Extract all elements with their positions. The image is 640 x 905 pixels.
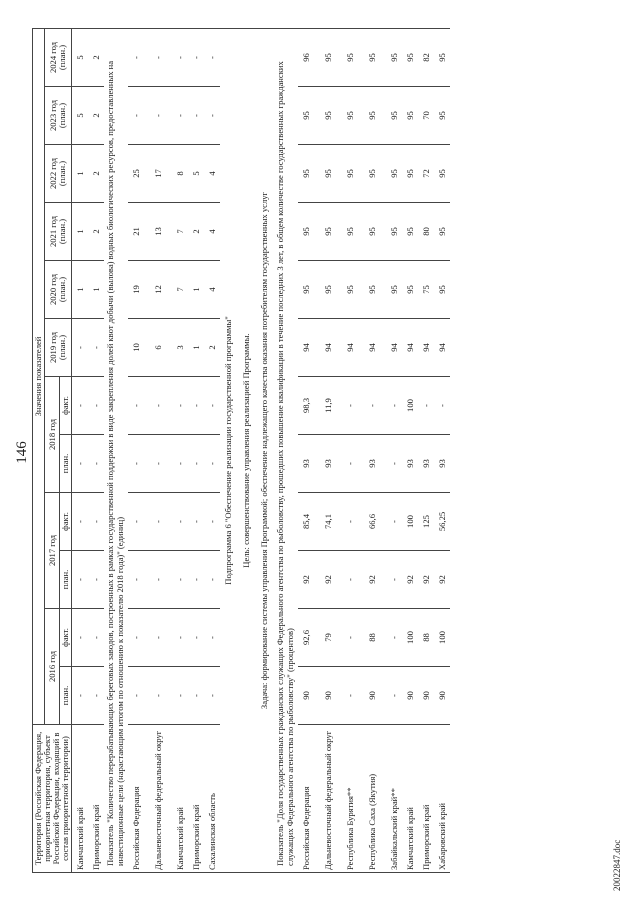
year-header: 2016 год — [45, 609, 60, 725]
table-cell: - — [72, 667, 89, 725]
table-cell: 95 — [386, 261, 402, 319]
table-cell: 92 — [402, 551, 418, 609]
table-cell: - — [128, 29, 144, 87]
section-row — [238, 29, 256, 873]
table-cell: 85,4 — [298, 493, 314, 551]
row-label: Камчатский край — [172, 725, 188, 873]
table-cell: 94 — [418, 319, 434, 377]
table-cell: - — [188, 29, 204, 87]
table-cell: 96 — [298, 29, 314, 87]
year-header: 2023 год (план.) — [45, 87, 72, 145]
table-cell: - — [172, 667, 188, 725]
table-cell: 7 — [172, 203, 188, 261]
task-text: Задача: формирование системы управления Программой; обеспечение надлежащего качества оказания потребителям государственных услуг — [256, 29, 274, 873]
table-cell: - — [72, 609, 89, 667]
table-cell: 92 — [298, 551, 314, 609]
table-cell: 56,25 — [434, 493, 450, 551]
table-cell: 6 — [144, 319, 172, 377]
table-cell: 5 — [188, 145, 204, 203]
table-cell: - — [188, 377, 204, 435]
table-cell: 95 — [298, 203, 314, 261]
table-cell: 92 — [418, 551, 434, 609]
table-cell: 92 — [358, 551, 386, 609]
table-cell: 95 — [358, 29, 386, 87]
table-cell: 95 — [342, 261, 358, 319]
table-cell: - — [204, 667, 220, 725]
table-cell: 93 — [314, 435, 342, 493]
table-cell: 7 — [172, 261, 188, 319]
row-label: Приморский край — [188, 725, 204, 873]
table-cell: - — [144, 377, 172, 435]
table-cell: 2 — [204, 319, 220, 377]
table-cell: 95 — [358, 145, 386, 203]
fact-header: факт. — [60, 377, 72, 435]
table-cell: 95 — [386, 145, 402, 203]
table-cell: - — [144, 87, 172, 145]
table-cell: - — [128, 435, 144, 493]
table-cell: - — [434, 377, 450, 435]
table-cell: 1 — [88, 261, 104, 319]
table-cell: 4 — [204, 145, 220, 203]
row-label: Сахалинская область — [204, 725, 220, 873]
table-cell: - — [358, 377, 386, 435]
plan-header: план. — [60, 667, 72, 725]
table-cell: 13 — [144, 203, 172, 261]
table-cell: 95 — [314, 261, 342, 319]
table-cell: 2 — [88, 145, 104, 203]
table-cell: - — [204, 377, 220, 435]
table-cell: 79 — [314, 609, 342, 667]
table-cell: 100 — [402, 493, 418, 551]
table-cell: 94 — [314, 319, 342, 377]
table-cell: 98,3 — [298, 377, 314, 435]
table-cell: - — [342, 435, 358, 493]
table-cell: 95 — [386, 87, 402, 145]
table-cell: 94 — [386, 319, 402, 377]
table-cell: 5 — [72, 87, 89, 145]
table-cell: 90 — [434, 667, 450, 725]
year-header: 2024 год (план.) — [45, 29, 72, 87]
table-cell: 4 — [204, 203, 220, 261]
table-cell: 100 — [402, 377, 418, 435]
table-cell: 95 — [358, 87, 386, 145]
table-cell: - — [72, 319, 89, 377]
table-cell: 95 — [314, 29, 342, 87]
table-cell: 2 — [88, 87, 104, 145]
table-cell: - — [128, 493, 144, 551]
table-cell: - — [128, 609, 144, 667]
table-cell: - — [188, 435, 204, 493]
table-cell: 100 — [402, 609, 418, 667]
table-row — [172, 29, 188, 873]
table-cell: 72 — [418, 145, 434, 203]
table-cell: 90 — [314, 667, 342, 725]
table-cell: 70 — [418, 87, 434, 145]
table-cell: - — [88, 319, 104, 377]
row-label: Дальневосточный федеральный округ — [144, 725, 172, 873]
table-cell: 95 — [434, 87, 450, 145]
row-label: Российская Федерация — [128, 725, 144, 873]
table-cell: - — [204, 87, 220, 145]
table-row — [128, 29, 144, 873]
table-cell: - — [386, 435, 402, 493]
year-header: 2019 год (план.) — [45, 319, 72, 377]
table-cell: 93 — [298, 435, 314, 493]
table-cell: 11,9 — [314, 377, 342, 435]
fact-header: факт. — [60, 493, 72, 551]
table-row — [88, 29, 104, 873]
table-cell: - — [386, 551, 402, 609]
section-row — [220, 29, 238, 873]
year-header: 2021 год (план.) — [45, 203, 72, 261]
row-label: Хабаровский край — [434, 725, 450, 873]
table-cell: 4 — [204, 261, 220, 319]
table-cell: 90 — [418, 667, 434, 725]
table-cell: - — [386, 377, 402, 435]
table-cell: 95 — [434, 203, 450, 261]
row-label: Приморский край — [418, 725, 434, 873]
table-cell: 10 — [128, 319, 144, 377]
table-cell: 5 — [72, 29, 89, 87]
table-cell: 95 — [342, 203, 358, 261]
table-cell: 95 — [358, 261, 386, 319]
table-cell: 88 — [418, 609, 434, 667]
table-cell: 12 — [144, 261, 172, 319]
table-cell: 95 — [402, 145, 418, 203]
table-cell: - — [72, 435, 89, 493]
table-cell: 17 — [144, 145, 172, 203]
table-cell: 75 — [418, 261, 434, 319]
indicator-table — [32, 28, 450, 873]
table-cell: 2 — [188, 203, 204, 261]
table-cell: 95 — [358, 203, 386, 261]
table-cell: 92 — [314, 551, 342, 609]
table-cell: - — [418, 377, 434, 435]
table-cell: - — [204, 493, 220, 551]
table-cell: 90 — [402, 667, 418, 725]
section-row — [256, 29, 274, 873]
year-header: 2022 год (план.) — [45, 145, 72, 203]
table-cell: 95 — [342, 87, 358, 145]
row-label: Приморский край — [88, 725, 104, 873]
table-cell: 95 — [402, 87, 418, 145]
table-row — [144, 29, 172, 873]
table-cell: 94 — [298, 319, 314, 377]
table-cell: - — [386, 493, 402, 551]
fact-header: факт. — [60, 609, 72, 667]
table-cell: - — [204, 551, 220, 609]
table-cell: 92 — [434, 551, 450, 609]
table-row — [342, 29, 358, 873]
table-cell: 25 — [128, 145, 144, 203]
table-cell: 1 — [72, 145, 89, 203]
territory-header: Территория (Российская Федерация, приоритетная территория, субъект Российской Федерации, входящий в состав приоритетной территории) — [33, 725, 72, 873]
table-cell: 8 — [172, 145, 188, 203]
table-row — [298, 29, 314, 873]
table-cell: - — [188, 551, 204, 609]
table-cell: - — [172, 493, 188, 551]
table-cell: - — [172, 435, 188, 493]
table-cell: 93 — [418, 435, 434, 493]
table-cell: - — [188, 493, 204, 551]
table-row — [314, 29, 342, 873]
table-cell: - — [144, 667, 172, 725]
table-cell: - — [188, 87, 204, 145]
table-cell: - — [144, 29, 172, 87]
row-label: Республика Бурятия** — [342, 725, 358, 873]
table-cell: 95 — [386, 29, 402, 87]
table-cell: - — [386, 667, 402, 725]
page-number: 146 — [14, 441, 30, 464]
table-cell: - — [88, 435, 104, 493]
table-cell: 82 — [418, 29, 434, 87]
table-cell: 1 — [188, 319, 204, 377]
table-cell: 93 — [434, 435, 450, 493]
table-cell: - — [144, 551, 172, 609]
table-cell: 95 — [314, 203, 342, 261]
table-cell: 93 — [402, 435, 418, 493]
goal-text: Цель: совершенствование управления реализацией Программы. — [238, 29, 256, 873]
values-group-header: Значения показателей — [33, 29, 45, 725]
table-row — [402, 29, 418, 873]
table-cell: 74,1 — [314, 493, 342, 551]
table-cell: 95 — [386, 203, 402, 261]
row-label: Российская Федерация — [298, 725, 314, 873]
table-cell: 88 — [358, 609, 386, 667]
table-cell: 95 — [434, 145, 450, 203]
table-row — [204, 29, 220, 873]
table-cell: - — [72, 493, 89, 551]
table-cell: - — [128, 377, 144, 435]
table-cell: 95 — [314, 145, 342, 203]
table-cell: 95 — [342, 29, 358, 87]
table-cell: 80 — [418, 203, 434, 261]
table-cell: 2 — [88, 29, 104, 87]
footer-filename: 20022847.doc — [612, 839, 622, 891]
table-cell: 3 — [172, 319, 188, 377]
plan-header: план. — [60, 551, 72, 609]
section-row — [274, 29, 298, 873]
table-row — [358, 29, 386, 873]
row-label: Камчатский край — [72, 725, 89, 873]
plan-header: план. — [60, 435, 72, 493]
table-cell: 95 — [434, 261, 450, 319]
table-cell: 2 — [88, 203, 104, 261]
table-cell: - — [172, 29, 188, 87]
table-cell: - — [72, 377, 89, 435]
table-cell: - — [342, 493, 358, 551]
table-cell: - — [172, 609, 188, 667]
table-body — [72, 29, 450, 873]
table-cell: - — [172, 551, 188, 609]
table-row — [434, 29, 450, 873]
table-cell: - — [204, 609, 220, 667]
table-cell: - — [144, 493, 172, 551]
table-cell: - — [88, 609, 104, 667]
table-cell: - — [188, 609, 204, 667]
table-cell: 90 — [358, 667, 386, 725]
table-cell: 95 — [298, 145, 314, 203]
table-cell: - — [188, 667, 204, 725]
table-cell: - — [128, 551, 144, 609]
table-cell: 93 — [358, 435, 386, 493]
table-cell: - — [342, 667, 358, 725]
table-cell: - — [204, 29, 220, 87]
table-cell: - — [172, 87, 188, 145]
table-cell: - — [128, 667, 144, 725]
table-cell: - — [144, 609, 172, 667]
table-cell: 100 — [434, 609, 450, 667]
year-header: 2020 год (план.) — [45, 261, 72, 319]
table-row — [188, 29, 204, 873]
subprogram-text: Подпрограмма 6 "Обеспечение реализации государственной программы" — [220, 29, 238, 873]
table-cell: 66,6 — [358, 493, 386, 551]
indicator-text: Показатель "Доля государственных гражданских служащих Федерального агентства по рыболовству, прошедших повышение квалификации в течение последних 3 лет, в общем количестве государственных гражданских служащих Федерального агентства по рыболовству" (процентов) — [274, 29, 298, 873]
table-cell: 94 — [358, 319, 386, 377]
table-cell: - — [128, 87, 144, 145]
table-cell: 95 — [298, 261, 314, 319]
table-cell: 92,6 — [298, 609, 314, 667]
table-cell: - — [342, 609, 358, 667]
table-cell: 95 — [298, 87, 314, 145]
table-cell: 1 — [72, 203, 89, 261]
table-cell: 95 — [314, 87, 342, 145]
table-cell: 95 — [402, 29, 418, 87]
table-row — [386, 29, 402, 873]
table-row — [72, 29, 89, 873]
table-cell: - — [342, 551, 358, 609]
table-row — [418, 29, 434, 873]
table-cell: 94 — [434, 319, 450, 377]
table-cell: - — [88, 493, 104, 551]
table-cell: 95 — [434, 29, 450, 87]
table-cell: 95 — [342, 145, 358, 203]
table-cell: - — [88, 377, 104, 435]
table-cell: - — [342, 377, 358, 435]
table-cell: 1 — [188, 261, 204, 319]
row-label: Камчатский край — [402, 725, 418, 873]
year-header: 2017 год — [45, 493, 60, 609]
table-cell: 125 — [418, 493, 434, 551]
row-label: Дальневосточный федеральный округ — [314, 725, 342, 873]
table-cell: 94 — [402, 319, 418, 377]
table-cell: - — [386, 609, 402, 667]
table-cell: - — [144, 435, 172, 493]
row-label: Республика Саха (Якутия) — [358, 725, 386, 873]
section-row — [104, 29, 128, 873]
table-cell: 1 — [72, 261, 89, 319]
indicator-text: Показатель "Количество перерабатывающих береговых заводов, построенных в рамках государственной поддержки в виде закрепления долей квот добычи (вылова) водных биологических ресурсов, предоставленных на инвестиционные цели (нарастающим итогом по отношению к показателю 2018 года)" (единиц) — [104, 29, 128, 873]
table-cell: - — [88, 551, 104, 609]
table-cell: 95 — [402, 203, 418, 261]
table-cell: - — [72, 551, 89, 609]
row-label: Забайкальский край** — [386, 725, 402, 873]
table-cell: 94 — [342, 319, 358, 377]
table-cell: - — [204, 435, 220, 493]
table-cell: 21 — [128, 203, 144, 261]
table-cell: 90 — [298, 667, 314, 725]
table-cell: 19 — [128, 261, 144, 319]
table-cell: - — [172, 377, 188, 435]
table-cell: 95 — [402, 261, 418, 319]
year-header: 2018 год — [45, 377, 60, 493]
table-cell: - — [88, 667, 104, 725]
